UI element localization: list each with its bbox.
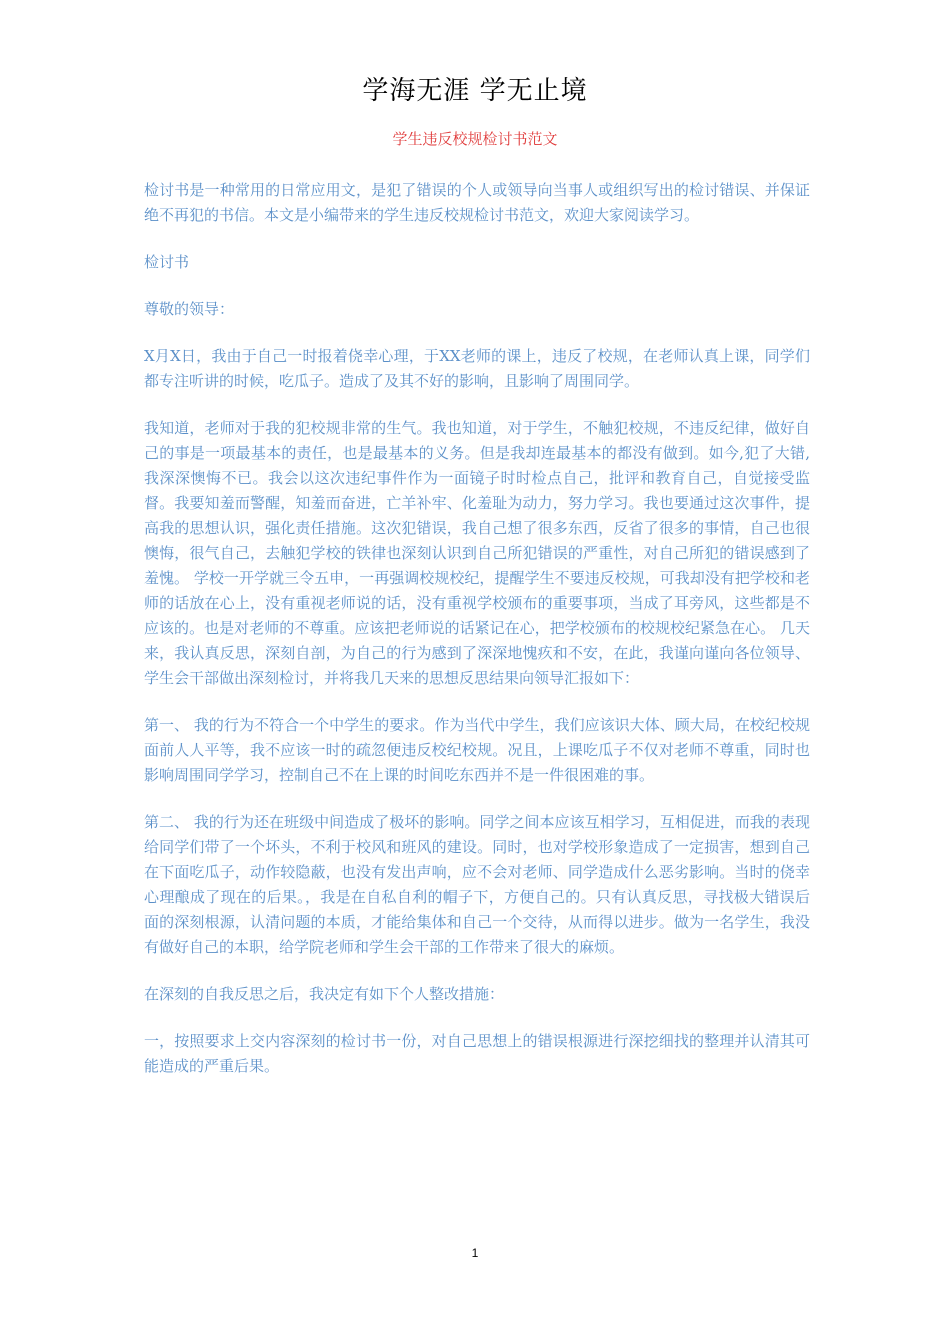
body-paragraph: 在深刻的自我反思之后，我决定有如下个人整改措施：	[144, 985, 505, 1003]
document-body	[144, 178, 810, 1101]
body-paragraph: 第二、 我的行为还在班级中间造成了极坏的影响。同学之间本应该互相学习，互相促进，而我的表现给同学们带了一个坏头，不利于校风和班风的建设。同时，也对学校形象造成了一定损害，想到自己在下面吃瓜子，动作较隐蔽，也没有发出声响，应不会对老师、同学造成什么恶劣影响。当时的侥幸心理酿成了现在的后果。，我是在自私自利的帽子下，方便自己的。只有认真反思，寻找极大错误后面的深刻根源，认清问题的本质，才能给集体和自己一个交待，从而得以进步。做为一名学生，我没有做好自己的本职，给学院老师和学生会干部的工作带来了很大的麻烦。	[144, 813, 810, 956]
salutation: 尊敬的领导：	[144, 300, 235, 318]
body-paragraph: 第一、 我的行为不符合一个中学生的要求。作为当代中学生，我们应该识大体、顾大局，在校纪校规面前人人平等，我不应该一时的疏忽便违反校纪校规。况且，上课吃瓜子不仅对老师不尊重，同时也影响周围同学学习，控制自己不在上课的时间吃东西并不是一件很困难的事。	[144, 716, 810, 784]
letter-heading: 检讨书	[144, 253, 190, 271]
body-paragraph: 一，按照要求上交内容深刻的检讨书一份，对自己思想上的错误根源进行深挖细找的整理并认清其可能造成的严重后果。	[144, 1032, 810, 1075]
page-number: 1	[471, 1246, 479, 1260]
document-title: 学生违反校规检讨书范文	[392, 130, 558, 148]
intro-paragraph: 检讨书是一种常用的日常应用文，是犯了错误的个人或领导向当事人或组织写出的检讨错误、并保证绝不再犯的书信。本文是小编带来的学生违反校规检讨书范文，欢迎大家阅读学习。	[144, 181, 810, 224]
body-paragraph: X月X日，我由于自己一时报着侥幸心理，于XX老师的课上，违反了校规，在老师认真上课，同学们都专注听讲的时候，吃瓜子。造成了及其不好的影响，且影响了周围同学。	[144, 347, 810, 390]
body-paragraph: 我知道，老师对于我的犯校规非常的生气。我也知道，对于学生，不触犯校规，不违反纪律，做好自己的事是一项最基本的责任，也是最基本的义务。但是我却连最基本的都没有做到。如今,犯了大错,我深深懊悔不已。我会以这次违纪事件作为一面镜子时时检点自己，批评和教育自己，自觉接受监督。我要知羞而警醒，知羞而奋进，亡羊补牢、化羞耻为动力，努力学习。我也要通过这次事件，提高我的思想认识，强化责任措施。这次犯错误，我自己想了很多东西，反省了很多的事情，自己也很懊悔，很气自己，去触犯学校的铁律也深刻认识到自己所犯错误的严重性，对自己所犯的错误感到了羞愧。 学校一开学就三令五申，一再强调校规校纪，提醒学生不要违反校规，可我却没有把学校和老师的话放在心上，没有重视老师说的话，没有重视学校颁布的重要事项，当成了耳旁风，这些都是不应该的。也是对老师的不尊重。应该把老师说的话紧记在心，把学校颁布的校规校纪紧急在心。 几天来，我认真反思，深刻自剖，为自己的行为感到了深深地愧疚和不安，在此，我谨向谨向各位领导、学生会干部做出深刻检讨，并将我几天来的思想反思结果向领导汇报如下：	[144, 419, 810, 687]
page-header-motto: 学海无涯 学无止境	[362, 76, 588, 106]
